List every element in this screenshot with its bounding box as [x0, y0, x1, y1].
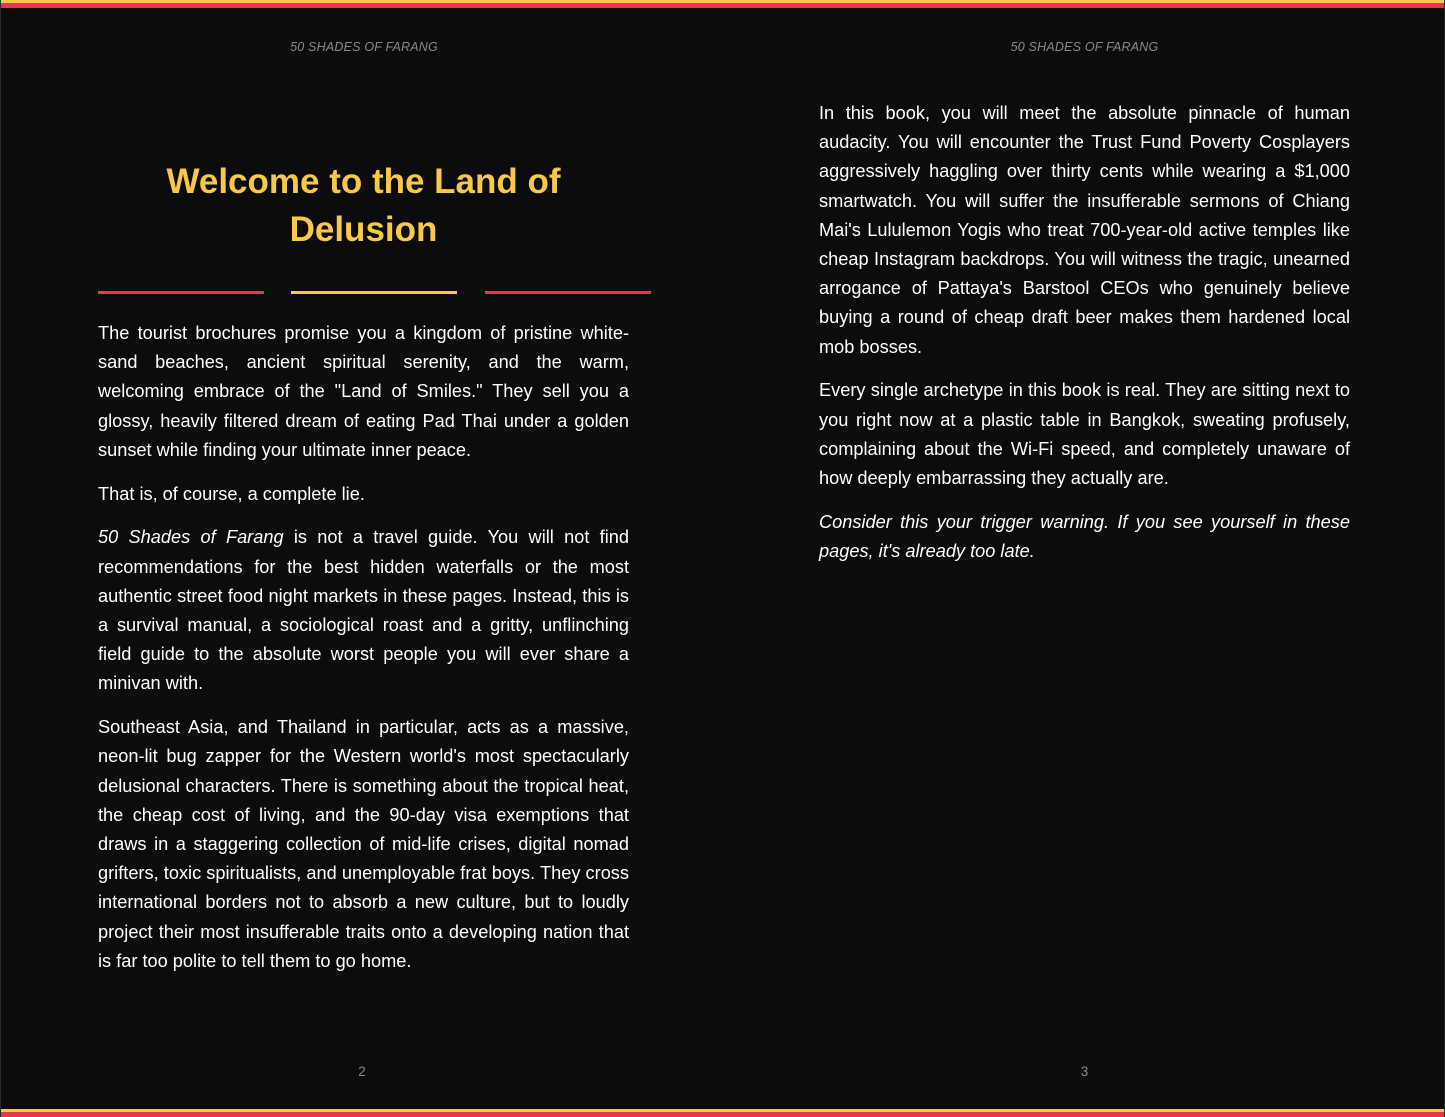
running-head: 50 SHADES OF FARANG	[1010, 40, 1159, 54]
paragraph: Southeast Asia, and Thailand in particular, acts as a massive, neon-lit bug zapper for the Western world's most spectacularly delusional characters. There is something about the tropical heat, the cheap cost of living, and the 90-day visa exemptions that draws in a staggering collection of mid-life crises, digital nomad grifters, toxic spiritualists, and unemployable frat boys. They cross international borders not to absorb a new culture, but to loudly project their most insufferable traits onto a developing nation that is far too polite to tell them to go home.	[98, 717, 629, 971]
divider-rule-red-right	[485, 291, 651, 294]
book-title-italic: 50 Shades of Farang	[98, 527, 284, 548]
left-page	[1, 0, 723, 1117]
running-head: 50 SHADES OF FARANG	[290, 40, 438, 54]
paragraph	[98, 523, 629, 698]
divider-rule-yellow-center	[291, 291, 457, 294]
page-number: 3	[1080, 1064, 1089, 1079]
right-body-text	[819, 99, 1350, 581]
title-divider	[98, 291, 651, 294]
right-page	[723, 0, 1445, 1117]
paragraph-text: is not a travel guide. You will not find recommendations for the best hidden waterfalls or the most authentic street food night markets in these pages. Instead, this is a survival manual, a sociological roast and a gritty, unflinching field guide to the absolute worst people you will ever share a minivan with.	[98, 527, 630, 694]
bottom-accent-stripe	[1, 1106, 1444, 1117]
page-number: 2	[358, 1064, 366, 1079]
divider-rule-red-left	[98, 291, 264, 294]
trigger-warning-paragraph: Consider this your trigger warning. If you see yourself in these pages, it's already too late.	[819, 511, 1350, 562]
chapter-title: Welcome to the Land of Delusion	[166, 162, 561, 249]
paragraph: The tourist brochures promise you a kingdom of pristine white-sand beaches, ancient spiritual serenity, and the warm, welcoming embrace of the "Land of Smiles." They sell you a glossy, heavily filtered dream of eating Pad Thai under a golden sunset while finding your ultimate inner peace.	[98, 323, 629, 460]
paragraph: In this book, you will meet the absolute pinnacle of human audacity. You will encounter the Trust Fund Poverty Cosplayers aggressively haggling over thirty cents while wearing a $1,000 smartwatch. You will suffer the insufferable sermons of Chiang Mai's Lululemon Yogis who treat 700-year-old active temples like cheap Instagram backdrops. You will witness the tragic, unearned arrogance of Pattaya's Barstool CEOs who genuinely believe buying a round of cheap draft beer makes them hardened local mob bosses.	[819, 103, 1350, 357]
paragraph: That is, of course, a complete lie.	[98, 483, 365, 504]
left-body-text	[98, 319, 629, 991]
paragraph: Every single archetype in this book is real. They are sitting next to you right now at a plastic table in Bangkok, sweating profusely, complaining about the Wi-Fi speed, and completely unaware of how deeply embarrassing they actually are.	[819, 380, 1350, 489]
